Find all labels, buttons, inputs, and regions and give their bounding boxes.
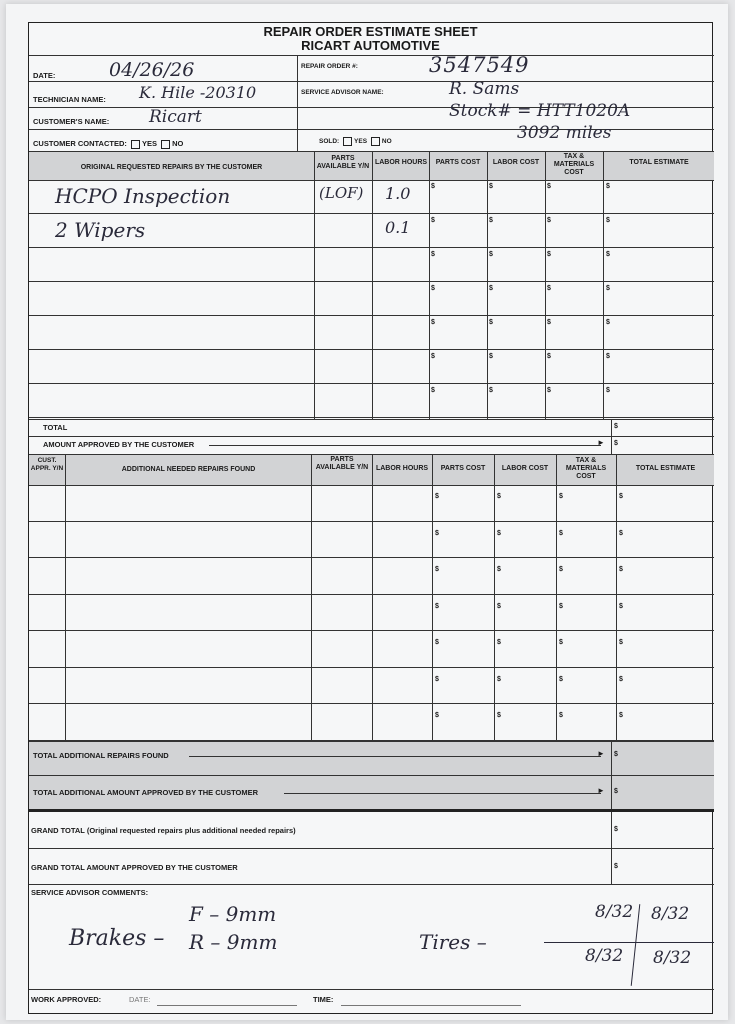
contacted-yes-checkbox[interactable]	[131, 140, 140, 149]
arrow-head-icon: ►	[597, 749, 605, 758]
table-row[interactable]	[29, 485, 714, 522]
dollar-sign: $	[559, 675, 563, 683]
tire-front-left: 8/32	[595, 902, 634, 922]
dollar-sign: $	[559, 602, 563, 610]
dollar-sign: $	[497, 675, 501, 683]
dollar-sign: $	[606, 319, 610, 326]
total-label: TOTAL	[43, 423, 68, 432]
customer-contacted-label: CUSTOMER CONTACTED:	[33, 139, 127, 148]
table-row[interactable]	[29, 248, 714, 282]
dollar-sign: $	[431, 183, 435, 190]
labor-hours-value: 0.1	[385, 218, 411, 237]
mileage-value[interactable]: 3092 miles	[517, 123, 612, 143]
work-date-label: DATE:	[129, 995, 151, 1004]
sold-no-checkbox[interactable]	[371, 137, 380, 146]
dollar-sign: $	[435, 566, 439, 574]
total-approved-dollar: $	[614, 788, 618, 795]
arrow-head-icon: ►	[597, 786, 605, 795]
tire-divider-horizontal	[544, 942, 714, 943]
dollar-sign: $	[435, 529, 439, 537]
dollar-sign: $	[606, 353, 610, 360]
dollar-sign: $	[489, 251, 493, 258]
tire-rear-right: 8/32	[653, 948, 692, 968]
paper-sheet	[6, 4, 728, 1020]
dollar-sign: $	[497, 566, 501, 574]
col2-parts-cost: PARTS COST	[440, 465, 486, 472]
estimate-form	[28, 22, 713, 1014]
service-advisor-value[interactable]: R. Sams	[449, 79, 520, 99]
grand-total-label: GRAND TOTAL (Original requested repairs plus additional needed repairs)	[31, 826, 296, 835]
col2-parts-available: PARTS AVAILABLE Y/N	[315, 456, 369, 471]
dollar-sign: $	[619, 493, 623, 500]
repair-order-value[interactable]: 3547549	[429, 53, 530, 77]
table-row[interactable]	[29, 350, 714, 384]
dollar-sign: $	[547, 319, 551, 326]
dollar-sign: $	[435, 675, 439, 683]
dollar-sign: $	[497, 493, 501, 500]
total-additional-found-label: TOTAL ADDITIONAL REPAIRS FOUND	[33, 751, 169, 760]
dollar-sign: $	[489, 217, 493, 224]
col-parts-available: PARTS AVAILABLE Y/N	[316, 155, 370, 170]
parts-available-value: (LOF)	[319, 184, 364, 202]
sold-yes-label: YES	[354, 138, 368, 146]
service-advisor-label: SERVICE ADVISOR NAME:	[301, 89, 384, 96]
dollar-sign: $	[497, 639, 501, 647]
col-parts-cost: PARTS COST	[435, 159, 481, 166]
table-row[interactable]	[29, 668, 714, 705]
col-labor-cost: LABOR COST	[492, 159, 540, 166]
dollar-sign: $	[489, 353, 493, 360]
dollar-sign: $	[497, 529, 501, 537]
dollar-sign: $	[431, 353, 435, 360]
dollar-sign: $	[497, 712, 501, 720]
dollar-sign: $	[619, 566, 623, 574]
grand-approved-dollar: $	[614, 863, 618, 870]
date-label: DATE:	[33, 71, 56, 80]
table-row[interactable]	[29, 595, 714, 632]
dollar-sign: $	[619, 602, 623, 610]
table-row[interactable]	[29, 522, 714, 559]
work-time-label: TIME:	[313, 995, 334, 1004]
work-date-line[interactable]	[157, 1005, 297, 1006]
dollar-sign: $	[606, 285, 610, 292]
brakes-comment: Brakes –	[69, 926, 165, 951]
work-time-line[interactable]	[341, 1005, 521, 1006]
table-row[interactable]	[29, 316, 714, 350]
dollar-sign: $	[497, 602, 501, 610]
sold-yes-checkbox[interactable]	[343, 137, 352, 146]
dollar-sign: $	[431, 217, 435, 224]
form-title	[29, 23, 712, 53]
table-row[interactable]	[29, 282, 714, 316]
dollar-sign: $	[435, 602, 439, 610]
dollar-sign: $	[435, 639, 439, 647]
technician-value[interactable]: K. Hile -20310	[139, 83, 257, 102]
dollar-sign: $	[431, 251, 435, 258]
title-line-1: REPAIR ORDER ESTIMATE SHEET	[263, 24, 478, 39]
title-line-2: RICART AUTOMOTIVE	[301, 38, 440, 53]
col-cust-approved: CUST. APPR. Y/N	[30, 457, 64, 472]
sold-row	[319, 137, 392, 146]
dollar-sign: $	[619, 675, 623, 683]
total-additional-approved-label: TOTAL ADDITIONAL AMOUNT APPROVED BY THE CUSTOMER	[33, 788, 259, 797]
sold-label: SOLD:	[319, 138, 340, 146]
dollar-sign: $	[606, 217, 610, 224]
date-value[interactable]: 04/26/26	[109, 59, 195, 81]
comments-label: SERVICE ADVISOR COMMENTS:	[31, 888, 149, 897]
tire-front-right: 8/32	[651, 904, 690, 924]
dollar-sign: $	[489, 183, 493, 190]
table-row[interactable]	[29, 558, 714, 595]
col2-total-estimate: TOTAL ESTIMATE	[635, 465, 696, 472]
dollar-sign: $	[547, 285, 551, 292]
col-total-estimate: TOTAL ESTIMATE	[629, 159, 689, 166]
tires-comment: Tires –	[419, 930, 487, 954]
col-labor-hours: LABOR HOURS	[374, 159, 428, 166]
col-tax-materials: TAX & MATERIALS COST	[553, 153, 595, 176]
repair-description: 2 Wipers	[55, 218, 146, 242]
dollar-sign: $	[489, 319, 493, 326]
dollar-sign: $	[606, 183, 610, 190]
dollar-sign: $	[431, 387, 435, 394]
dollar-sign: $	[435, 493, 439, 500]
approved-dollar: $	[614, 440, 618, 447]
col2-labor-hours: LABOR HOURS	[375, 465, 429, 472]
dollar-sign: $	[606, 251, 610, 258]
dollar-sign: $	[547, 251, 551, 258]
grand-approved-label: GRAND TOTAL AMOUNT APPROVED BY THE CUSTOMER	[31, 863, 238, 872]
dollar-sign: $	[431, 319, 435, 326]
dollar-sign: $	[559, 566, 563, 574]
table-row[interactable]	[29, 384, 714, 418]
dollar-sign: $	[606, 387, 610, 394]
dollar-sign: $	[489, 387, 493, 394]
dollar-sign: $	[547, 353, 551, 360]
contacted-no-label: NO	[172, 139, 184, 148]
labor-hours-value: 1.0	[385, 184, 411, 203]
dollar-sign: $	[435, 712, 439, 720]
contacted-yes-label: YES	[141, 139, 157, 148]
dollar-sign: $	[547, 387, 551, 394]
table-row[interactable]	[29, 631, 714, 668]
col2-tax-materials: TAX & MATERIALS COST	[565, 457, 607, 480]
sold-no-label: NO	[381, 138, 392, 146]
dollar-sign: $	[559, 493, 563, 500]
dollar-sign: $	[619, 529, 623, 537]
col2-labor-cost: LABOR COST	[501, 465, 549, 472]
table-row[interactable]	[29, 704, 714, 741]
dollar-sign: $	[619, 639, 623, 647]
arrow-line	[209, 445, 601, 446]
dollar-sign: $	[619, 712, 623, 720]
amount-approved-label: AMOUNT APPROVED BY THE CUSTOMER	[43, 440, 195, 449]
customer-name-label: CUSTOMER'S NAME:	[33, 117, 110, 126]
arrow-head-icon: ►	[597, 438, 605, 447]
repair-description: HCPO Inspection	[55, 184, 231, 208]
customer-name-value[interactable]: Ricart	[149, 107, 202, 127]
dollar-sign: $	[559, 529, 563, 537]
technician-label: TECHNICIAN NAME:	[33, 95, 106, 104]
total-dollar: $	[614, 423, 618, 430]
customer-contacted-row	[33, 139, 183, 149]
brakes-front: F – 9mm	[189, 902, 277, 926]
dollar-sign: $	[559, 712, 563, 720]
stock-number-value[interactable]: Stock# = HTT1020A	[449, 101, 631, 121]
repair-order-label: REPAIR ORDER #:	[301, 63, 358, 70]
dollar-sign: $	[431, 285, 435, 292]
table-row[interactable]	[29, 180, 714, 214]
tire-rear-left: 8/32	[585, 946, 624, 966]
dollar-sign: $	[559, 639, 563, 647]
comments-area[interactable]	[29, 898, 714, 990]
total-found-dollar: $	[614, 751, 618, 758]
contacted-no-checkbox[interactable]	[161, 140, 170, 149]
dollar-sign: $	[547, 217, 551, 224]
grand-total-dollar: $	[614, 826, 618, 833]
dollar-sign: $	[547, 183, 551, 190]
work-approved-label: WORK APPROVED:	[31, 995, 102, 1004]
col-additional-repairs: ADDITIONAL NEEDED REPAIRS FOUND	[121, 466, 256, 473]
table-row[interactable]	[29, 214, 714, 248]
dollar-sign: $	[489, 285, 493, 292]
col-original-requested: ORIGINAL REQUESTED REPAIRS BY THE CUSTOMER	[80, 164, 263, 171]
brakes-rear: R – 9mm	[189, 930, 278, 954]
